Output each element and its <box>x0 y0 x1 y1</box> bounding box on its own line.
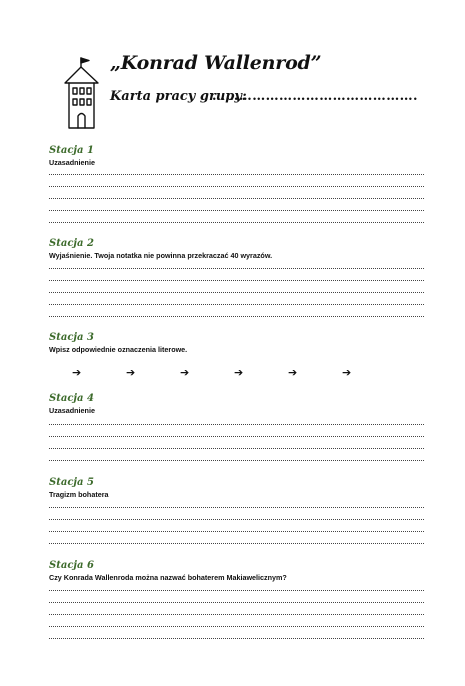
answer-line[interactable] <box>49 186 424 187</box>
tower-icon <box>62 56 102 132</box>
answer-line[interactable] <box>49 590 424 591</box>
station-2 <box>49 238 426 261</box>
answer-line[interactable] <box>49 614 424 615</box>
station-heading: Stacja 3 <box>49 332 94 343</box>
station-heading: Stacja 2 <box>49 238 94 249</box>
answer-line[interactable] <box>49 268 424 269</box>
station-instruction: Uzasadnienie <box>49 406 95 415</box>
answer-line[interactable] <box>49 543 424 544</box>
right-arrow-icon: ➔ <box>180 366 190 379</box>
station-instruction: Tragizm bohatera <box>49 490 109 499</box>
answer-line[interactable] <box>49 424 424 425</box>
right-arrow-icon: ➔ <box>342 366 352 379</box>
answer-line[interactable] <box>49 316 424 317</box>
answer-line[interactable] <box>49 626 424 627</box>
station-instruction: Uzasadnienie <box>49 158 95 167</box>
station-heading: Stacja 6 <box>49 560 94 571</box>
station-3 <box>49 332 426 355</box>
right-arrow-icon: ➔ <box>288 366 298 379</box>
station-1 <box>49 145 426 168</box>
answer-line[interactable] <box>49 531 424 532</box>
answer-line[interactable] <box>49 460 424 461</box>
answer-line[interactable] <box>49 292 424 293</box>
answer-line[interactable] <box>49 210 424 211</box>
answer-line[interactable] <box>49 198 424 199</box>
group-label: Karta pracy grupy: <box>110 89 247 104</box>
answer-line[interactable] <box>49 280 424 281</box>
station-heading: Stacja 4 <box>49 393 94 404</box>
answer-line[interactable] <box>49 436 424 437</box>
station-5 <box>49 477 426 500</box>
answer-line[interactable] <box>49 174 424 175</box>
answer-line[interactable] <box>49 304 424 305</box>
right-arrow-icon: ➔ <box>126 366 136 379</box>
arrow-row <box>72 367 372 381</box>
station-instruction: Wpisz odpowiednie oznaczenia literowe. <box>49 345 188 354</box>
station-6 <box>49 560 426 583</box>
answer-line[interactable] <box>49 507 424 508</box>
station-4 <box>49 393 426 416</box>
station-heading: Stacja 5 <box>49 477 94 488</box>
answer-line[interactable] <box>49 602 424 603</box>
answer-line[interactable] <box>49 519 424 520</box>
answer-line[interactable] <box>49 448 424 449</box>
right-arrow-icon: ➔ <box>72 366 82 379</box>
answer-line[interactable] <box>49 222 424 223</box>
station-heading: Stacja 1 <box>49 145 94 156</box>
worksheet-title: „Konrad Wallenrod” <box>110 52 322 74</box>
station-instruction: Wyjaśnienie. Twoja notatka nie powinna przekraczać 40 wyrazów. <box>49 251 273 260</box>
group-name-field[interactable]: ………………………………………. <box>212 89 418 104</box>
answer-line[interactable] <box>49 638 424 639</box>
right-arrow-icon: ➔ <box>234 366 244 379</box>
station-instruction: Czy Konrada Wallenroda można nazwać bohaterem Makiawelicznym? <box>49 573 287 582</box>
